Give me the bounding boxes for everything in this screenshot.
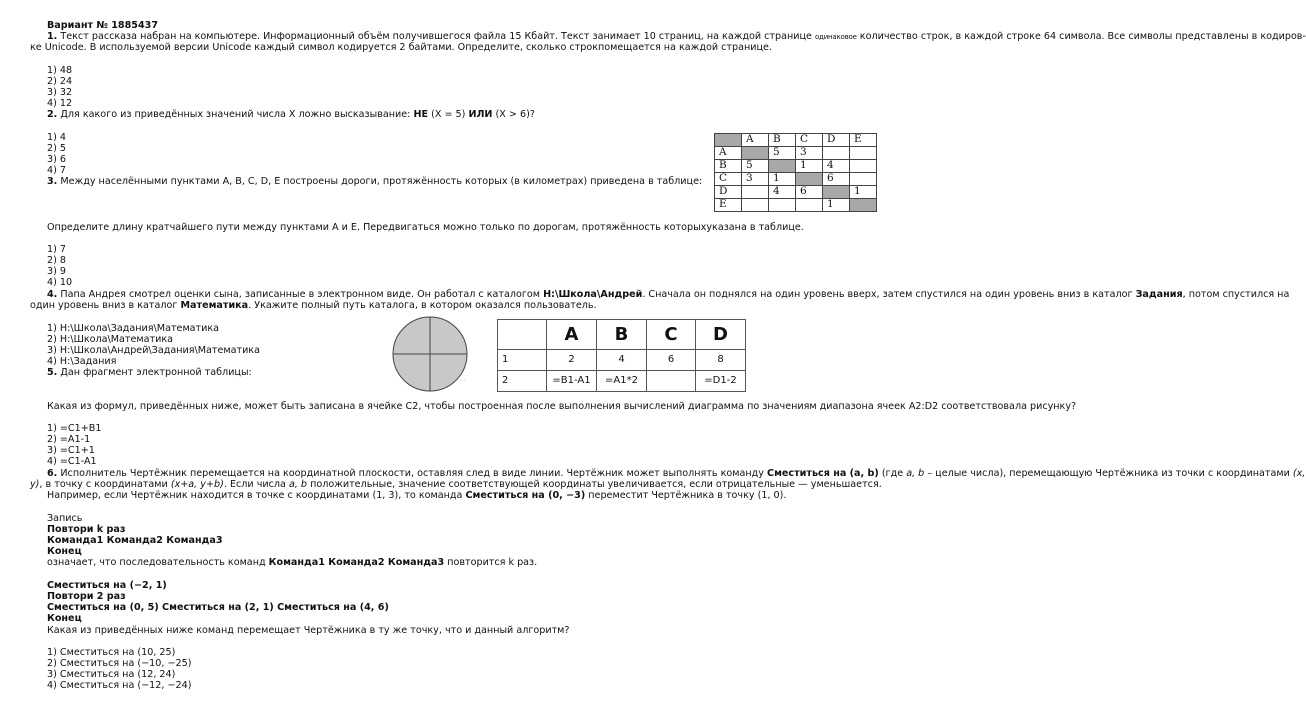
table-cell bbox=[850, 160, 877, 173]
pie-slice bbox=[430, 354, 467, 391]
table-row bbox=[715, 199, 877, 212]
q5-option: 2) =A1-1 bbox=[47, 434, 91, 445]
table-row bbox=[715, 160, 877, 173]
q5-line1: 5. Дан фрагмент электронной таблицы: bbox=[47, 367, 252, 378]
table-header: C bbox=[796, 134, 823, 147]
q5-option: 3) =C1+1 bbox=[47, 445, 95, 456]
q6-line3: Например, если Чертёжник находится в точке с координатами (1, 3), то команда Сместиться на (0, −3) переместит Чертёжника в точку (1, 0). bbox=[47, 490, 787, 501]
table-header: D bbox=[696, 320, 746, 350]
table-cell: C bbox=[715, 173, 742, 186]
table-cell: 6 bbox=[796, 186, 823, 199]
table-cell: 1 bbox=[823, 199, 850, 212]
q6-algorithm-line: Повтори 2 раз bbox=[47, 591, 126, 602]
table-cell: 2 bbox=[498, 371, 547, 392]
q6-option: 1) Сместиться на (10, 25) bbox=[47, 647, 176, 658]
table-cell: 8 bbox=[696, 350, 746, 371]
q1-number: 1. bbox=[47, 31, 58, 42]
table-cell: 4 bbox=[769, 186, 796, 199]
table-cell bbox=[796, 199, 823, 212]
table-cell bbox=[742, 186, 769, 199]
table-row bbox=[498, 371, 746, 392]
table-cell: 1 bbox=[769, 173, 796, 186]
table-cell bbox=[796, 173, 823, 186]
q2-option: 3) 6 bbox=[47, 154, 67, 165]
table-cell bbox=[647, 371, 696, 392]
q3-option: 3) 9 bbox=[47, 266, 67, 277]
pie-slice bbox=[430, 317, 467, 354]
q4-option: 1) H:\Школа\Задания\Математика bbox=[47, 323, 220, 334]
q2-option: 2) 5 bbox=[47, 143, 67, 154]
q6-algorithm-line: Конец bbox=[47, 613, 82, 624]
variant-title: Вариант № 1885437 bbox=[47, 20, 158, 31]
q6-line1: 6. Исполнитель Чертёжник перемещается на координатной плоскости, оставляя след в виде линии. Чертёжник может выполнять команду Сместиться на (a, b) (где a, b – целые числа), перемещающую Чертёжника из точки с координатами (x, bbox=[47, 468, 1306, 479]
table-row bbox=[715, 173, 877, 186]
q6-option: 4) Сместиться на (−12, −24) bbox=[47, 680, 192, 691]
q3-option: 4) 10 bbox=[47, 277, 73, 288]
table-cell bbox=[742, 147, 769, 160]
table-cell: =D1-2 bbox=[696, 371, 746, 392]
table-cell: D bbox=[715, 186, 742, 199]
table-cell bbox=[742, 199, 769, 212]
table-cell: 4 bbox=[597, 350, 647, 371]
q6-record-label: Запись bbox=[47, 513, 83, 524]
q4-option: 2) H:\Школа\Математика bbox=[47, 334, 174, 345]
table-cell: A bbox=[715, 147, 742, 160]
q3-line1: 3. Между населёнными пунктами A, B, C, D, E построены дороги, протяжённость которых (в километрах) приведена в таблице: bbox=[47, 176, 703, 187]
q5-spreadsheet-table bbox=[497, 319, 746, 392]
table-header: A bbox=[547, 320, 597, 350]
q1-line1: 1. Текст рассказа набран на компьютере. Информационный объём получившегося файла 15 Кбайт. Текст занимает 10 страниц, на каждой странице одинаковое количество строк, в каждой строке 64 символа. Все символы представлены в кодиров- bbox=[47, 31, 1306, 42]
table-cell bbox=[823, 186, 850, 199]
table-cell bbox=[715, 134, 742, 147]
table-cell bbox=[498, 320, 547, 350]
q5-option: 4) =C1-A1 bbox=[47, 456, 97, 467]
q3-option: 1) 7 bbox=[47, 244, 67, 255]
q4-line2: один уровень вниз в каталог Математика. Укажите полный путь каталога, в котором оказался пользователь. bbox=[30, 300, 597, 311]
table-header: E bbox=[850, 134, 877, 147]
table-cell: 6 bbox=[647, 350, 696, 371]
table-cell: =B1-A1 bbox=[547, 371, 597, 392]
table-header: A bbox=[742, 134, 769, 147]
chart-watermark: ····· bbox=[460, 378, 467, 383]
table-header: D bbox=[823, 134, 850, 147]
q4-option: 4) H:\Задания bbox=[47, 356, 117, 367]
table-cell: B bbox=[715, 160, 742, 173]
q1-option: 1) 48 bbox=[47, 65, 73, 76]
table-cell: =A1*2 bbox=[597, 371, 647, 392]
table-cell: 2 bbox=[547, 350, 597, 371]
q3-line2: Определите длину кратчайшего пути между пунктами A и E. Передвигаться можно только по дорогам, протяжённость которыхуказана в таблице. bbox=[47, 222, 804, 233]
q6-meaning: означает, что последовательность команд Команда1 Команда2 Команда3 повторится k раз. bbox=[47, 557, 538, 568]
q1-option: 3) 32 bbox=[47, 87, 73, 98]
q5-pie-chart bbox=[388, 314, 472, 398]
q2-option: 4) 7 bbox=[47, 165, 67, 176]
table-cell: 1 bbox=[796, 160, 823, 173]
q6-algorithm-line: Сместиться на (0, 5) Сместиться на (2, 1) Сместиться на (4, 6) bbox=[47, 602, 389, 613]
q6-algorithm-line: Сместиться на (−2, 1) bbox=[47, 580, 167, 591]
q6-option: 2) Сместиться на (−10, −25) bbox=[47, 658, 192, 669]
table-cell: E bbox=[715, 199, 742, 212]
pie-slice bbox=[393, 354, 430, 391]
table-cell: 3 bbox=[742, 173, 769, 186]
pie-slice bbox=[393, 317, 430, 354]
table-cell: 6 bbox=[823, 173, 850, 186]
q1-line2: ке Unicode. В используемой версии Unicode каждый символ кодируется 2 байтами. Определите, сколько строкпомещается на каждой странице. bbox=[30, 42, 772, 53]
table-cell: 3 bbox=[796, 147, 823, 160]
table-header: B bbox=[597, 320, 647, 350]
q1-option: 4) 12 bbox=[47, 98, 73, 109]
q2-option: 1) 4 bbox=[47, 132, 67, 143]
table-cell bbox=[850, 173, 877, 186]
q4-option: 3) H:\Школа\Андрей\Задания\Математика bbox=[47, 345, 260, 356]
q6-option: 3) Сместиться на (12, 24) bbox=[47, 669, 176, 680]
table-row bbox=[715, 186, 877, 199]
q4-line1: 4. Папа Андрея смотрел оценки сына, записанные в электронном виде. Он работал с каталогом Н:\Школа\Андрей. Сначала он поднялся на один уровень вверх, затем спустился на один уровень вниз в каталог Задания, потом спустился на bbox=[47, 289, 1290, 300]
q3-option: 2) 8 bbox=[47, 255, 67, 266]
table-header: C bbox=[647, 320, 696, 350]
table-cell bbox=[850, 147, 877, 160]
table-header: B bbox=[769, 134, 796, 147]
table-cell: 1 bbox=[850, 186, 877, 199]
q1-option: 2) 24 bbox=[47, 76, 73, 87]
q2-line1: 2. Для какого из приведённых значений числа X ложно высказывание: НЕ (X = 5) ИЛИ (X > 6)? bbox=[47, 109, 535, 120]
table-cell: 5 bbox=[769, 147, 796, 160]
table-cell: 5 bbox=[742, 160, 769, 173]
q6-record-line: Конец bbox=[47, 546, 82, 557]
q6-question: Какая из приведённых ниже команд перемещает Чертёжника в ту же точку, что и данный алгоритм? bbox=[47, 625, 570, 636]
table-cell bbox=[823, 147, 850, 160]
table-cell bbox=[850, 199, 877, 212]
table-cell: 1 bbox=[498, 350, 547, 371]
q6-line2: y), в точку с координатами (x+a, y+b). Если числа a, b положительные, значение соответствующей координаты увеличивается, если отрицательные — уменьшается. bbox=[30, 479, 882, 490]
table-row bbox=[498, 350, 746, 371]
q5-option: 1) =C1+B1 bbox=[47, 423, 102, 434]
q6-record-line: Повтори k раз bbox=[47, 524, 126, 535]
table-cell: 4 bbox=[823, 160, 850, 173]
table-row bbox=[715, 147, 877, 160]
table-cell bbox=[769, 199, 796, 212]
q5-line2: Какая из формул, приведённых ниже, может быть записана в ячейке C2, чтобы построенная после выполнения вычислений диаграмма по значениям диапазона ячеек A2:D2 соответствовала рисунку? bbox=[47, 401, 1077, 412]
table-cell bbox=[769, 160, 796, 173]
q3-distance-table bbox=[714, 133, 877, 212]
q6-record-line: Команда1 Команда2 Команда3 bbox=[47, 535, 223, 546]
